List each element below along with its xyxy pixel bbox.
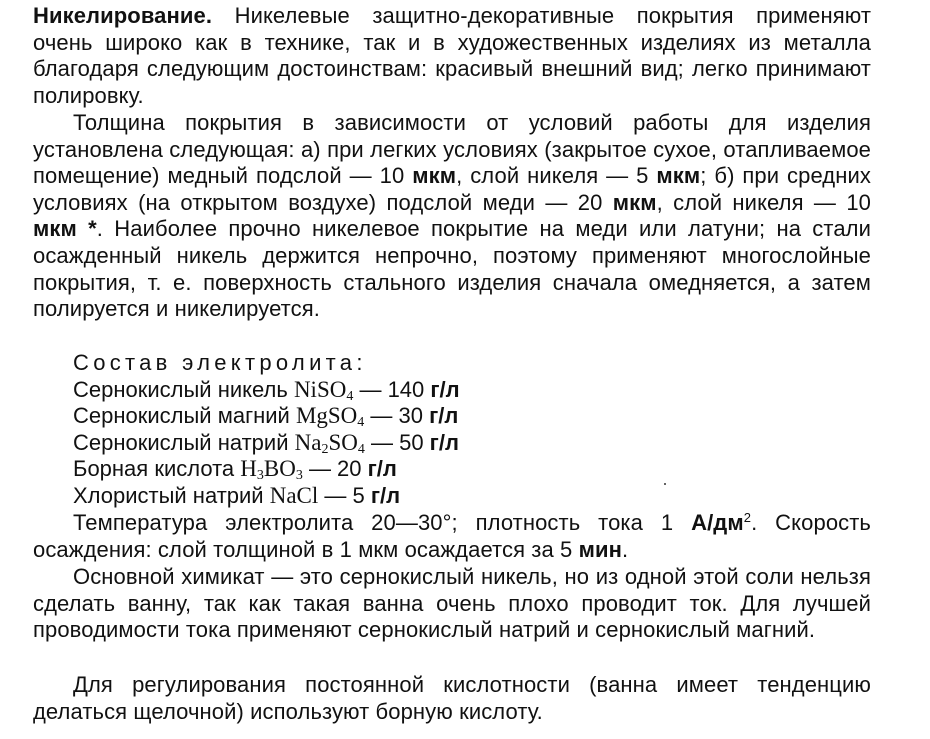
unit-label: мкм * (33, 216, 97, 242)
paragraph-main-chemical (33, 564, 871, 644)
unit-label: мкм (612, 189, 657, 215)
formula-part: NiSO (293, 376, 347, 402)
component-amount: — 5 (318, 482, 371, 508)
formula-part: H (240, 456, 257, 482)
unit-label: мкм (412, 163, 457, 189)
chemical-formula (270, 483, 319, 508)
component-amount: — 140 (353, 376, 431, 402)
composition-item (73, 430, 460, 457)
text-run: Основной химикат — это сернокислый никель, но из одной этой соли нельзя сделать ванну, так как такая ванна очень плохо проводит ток. Для лучшей проводимости тока применяют сернокислый натрий и сернокислый магний. (33, 564, 871, 643)
component-amount: — 30 (364, 403, 430, 429)
formula-part: Na (294, 429, 322, 455)
text-run: , слой никеля — 10 (656, 189, 871, 215)
composition-item (73, 483, 460, 510)
formula-part: NaCl (269, 482, 319, 508)
formula-subscript: 4 (357, 415, 365, 431)
chemical-formula (294, 377, 353, 402)
paragraph-coating-thickness (33, 110, 871, 323)
unit-label: мкм (656, 163, 701, 189)
composition-heading: Состав электролита: (73, 350, 367, 375)
unit-label: г/л (370, 482, 401, 508)
chemical-formula (240, 456, 303, 484)
chemical-formula (295, 403, 365, 431)
unit-label: г/л (430, 376, 460, 402)
unit-label: мин (578, 536, 622, 562)
composition-item (73, 403, 460, 430)
unit-label: А/дм (691, 510, 744, 535)
component-name: Сернокислый натрий (73, 429, 295, 455)
formula-part: SO (328, 429, 358, 455)
text-run: . Наиболее прочно никелевое покрытие на меди или латуни; на стали осажденный никель держится непрочно, поэтому применяют многослойные покрытия, т. е. поверхность стального изделия сначала омедняется, а затем полируется и никелируется. (33, 216, 871, 322)
formula-subscript: 3 (295, 468, 303, 484)
text-run: Для регулирования постоянной кислотности (ванна имеет тенденцию делаться щелочной) используют борную кислоту. (33, 672, 871, 724)
component-amount: — 50 (364, 429, 430, 455)
formula-subscript: 2 (321, 441, 329, 457)
section-title: Никелирование. (33, 3, 213, 28)
component-name: Борная кислота (73, 456, 241, 482)
paragraph-nickel-plating-intro (33, 3, 871, 109)
print-speck (664, 483, 666, 485)
component-name: Сернокислый магний (73, 403, 296, 429)
unit-label: г/л (429, 403, 459, 429)
text-run: . (621, 536, 629, 562)
component-name: Сернокислый никель (73, 376, 294, 402)
formula-part: BO (263, 456, 296, 482)
text-run: ; б) при средних условиях (на открытом воздухе) подслой меди — 20 (33, 163, 871, 215)
text-run: Толщина покрытия в зависимости от условий работы для изделия установлена следующая: а) при легких условиях (закрытое сухое, отапливаемое помещение) медный подслой — 10 (33, 110, 871, 189)
text-run: , слой никеля — 5 (456, 163, 657, 189)
intro-text: Никелевые защитно-декоративные покрытия применяют очень широко как в технике, так и в художественных изделиях из металла благодаря следующим достоинствам: красивый внешний вид; легко принимают полировку. (33, 3, 871, 108)
formula-part: MgSO (295, 403, 358, 429)
unit-label: г/л (429, 429, 459, 455)
chemical-formula (295, 430, 365, 455)
formula-subscript: 4 (346, 388, 354, 404)
electrolyte-composition (73, 350, 460, 510)
composition-list (73, 377, 460, 510)
composition-item (73, 456, 460, 483)
superscript: 2 (743, 510, 752, 525)
formula-subscript: 3 (256, 468, 264, 484)
text-run: . Скорость осаждения: слой толщиной в 1 мкм осаждается за 5 (33, 510, 871, 562)
component-amount: — 20 (302, 456, 368, 482)
composition-item (73, 377, 460, 404)
unit-label: г/л (367, 456, 397, 482)
paragraph-acidity-regulation (33, 672, 871, 725)
component-name: Хлористый натрий (73, 482, 270, 508)
formula-subscript: 4 (357, 441, 365, 457)
paragraph-electrolyte-conditions (33, 510, 871, 563)
text-run: Температура электролита 20—30°; плотность тока 1 (73, 510, 692, 535)
